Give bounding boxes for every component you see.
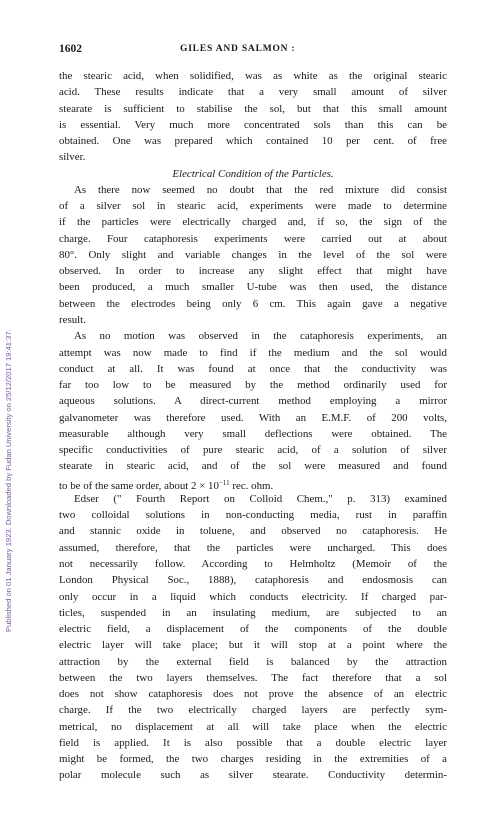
text-line: London Physical Soc., 1888), cataphoresis and endosmosis can: [59, 574, 447, 587]
text-line: stearate in stearic acid, and of the sol were measured and found: [59, 460, 447, 473]
text-line: galvanometer was therefore used. With an E.M.F. of 200 volts,: [59, 411, 447, 424]
text-line: result.: [59, 313, 86, 326]
download-watermark: Published on 01 January 1923. Downloaded by Fudan University on 25/12/2017 19:41:37.: [4, 329, 13, 632]
text-line: if the particles were electrically charged and, if so, the sign of the: [59, 216, 447, 229]
text-line: 80°. Only slight and variable changes in the level of the sol were: [59, 248, 447, 261]
text-line: assumed, therefore, that the particles were uncharged. This does: [59, 541, 447, 554]
section-title: Electrical Condition of the Particles.: [172, 167, 334, 180]
text-fragment: rec. ohm.: [229, 479, 274, 492]
text-line: electric field, a displacement of the components of the double: [59, 623, 447, 636]
text-line: stearate is sufficient to stabilise the sol, but that this small amount: [59, 102, 447, 115]
text-line: Edser (" Fourth Report on Colloid Chem.," p. 313) examined: [74, 492, 447, 505]
text-line: conduct at all. It was found at once that the conductivity was: [59, 362, 447, 375]
paragraph-4: [59, 491, 447, 784]
text-line: is essential. Very much more concentrated sols than this can be: [59, 118, 447, 131]
text-line: charge. Four cataphoresis experiments were carried out at about: [59, 232, 447, 245]
text-line: polar molecule such as silver stearate. Conductivity determin-: [59, 769, 447, 782]
text-line: silver.: [59, 151, 86, 164]
text-line: ticles, suspended in an insulating medium, are subjected to an: [59, 606, 447, 619]
paragraph-3: [59, 328, 447, 491]
page-number: 1602: [59, 43, 82, 55]
text-line: As no motion was observed in the cataphoresis experiments, an: [74, 330, 447, 343]
paragraph-2: [59, 182, 447, 328]
text-line-with-exponent: [59, 475, 447, 491]
text-line: been produced, a much smaller U-tube was then used, the distance: [59, 281, 447, 294]
text-line: does not show cataphoresis does not prove the absence of an electric: [59, 688, 447, 701]
text-line: attraction by the external field is balanced by the attraction: [59, 655, 447, 668]
text-line: As there now seemed no doubt that the red mixture did consist: [74, 183, 447, 196]
exponent: −11: [218, 478, 230, 487]
text-line: not necessarily follow. According to Helmholtz (Memoir of the: [59, 557, 447, 570]
text-line: might be formed, the two charges residing in the extremities of a: [59, 753, 447, 766]
text-line: and stannic oxide in toluene, and observed no cataphoresis. He: [59, 525, 447, 538]
text-line: field is applied. It is also possible that a double electric layer: [59, 736, 447, 749]
paragraph-1: [59, 68, 447, 166]
article-body: [59, 68, 447, 784]
text-line: observed. In order to increase any slight effect that might have: [59, 265, 447, 278]
text-line: acid. These results indicate that a very small amount of silver: [59, 86, 447, 99]
text-line: metrical, no displacement at all will take place when the electric: [59, 720, 447, 733]
text-line: attempt was now made to find if the medium and the sol would: [59, 346, 447, 359]
text-line: two colloidal solutions in non-conducting media, rust in paraffin: [59, 509, 447, 522]
text-line: obtained. One was prepared which contained 10 per cent. of free: [59, 135, 447, 148]
text-line: far too low to be measured by the method ordinarily used for: [59, 379, 447, 392]
running-head: GILES AND SALMON :: [180, 44, 296, 54]
text-line: measurable although very small deflections were obtained. The: [59, 427, 447, 440]
text-line: of a silver sol in stearic acid, experiments were made to determine: [59, 200, 447, 213]
text-line: electric layer will take place; but it will stop at a point where the: [59, 639, 447, 652]
text-line: the stearic acid, when solidified, was as white as the original stearic: [59, 70, 447, 82]
text-line: aqueous solutions. A direct-current method employing a mirror: [59, 395, 447, 408]
text-line: only occur in a liquid which conducts electricity. If charged par-: [59, 590, 447, 603]
text-line: specific conductivities of pure stearic acid, of a solution of silver: [59, 444, 447, 457]
text-line: between the electrodes being only 6 cm. This again gave a negative: [59, 297, 447, 310]
text-fragment: to be of the same order, about 2 × 10: [59, 479, 219, 492]
text-line: between the two layers themselves. The fact therefore that a sol: [59, 671, 447, 684]
text-line: charge. If the two electrically charged layers are perfectly sym-: [59, 704, 447, 717]
